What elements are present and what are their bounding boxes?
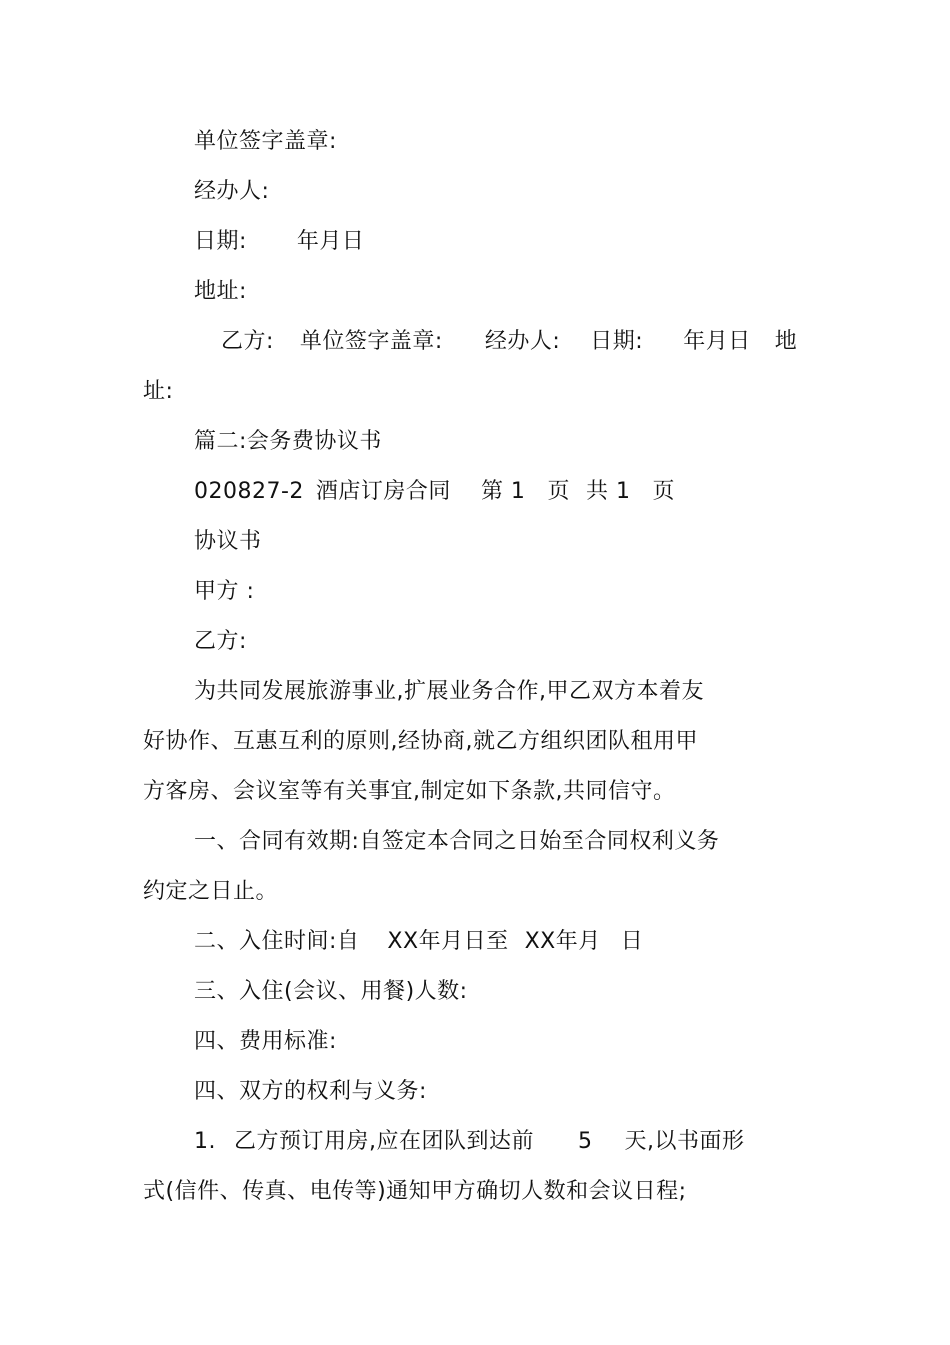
doc-title: 酒店订房合同: [315, 479, 451, 504]
party-b-signature-line: [221, 328, 797, 356]
clause-1-line-2: 约定之日止。: [143, 879, 279, 904]
party-b-date-label: 日期:: [590, 329, 644, 354]
item-1-text-a: 乙方预订用房,应在团队到达前: [234, 1129, 534, 1154]
item-1-line-2: 式(信件、传真、电传等)通知甲方确切人数和会议日程;: [143, 1179, 687, 1204]
date-value: 年月日: [296, 229, 365, 254]
clause-2: [194, 928, 643, 956]
party-b-handler: 经办人:: [484, 329, 561, 354]
address-label: 地址:: [194, 279, 247, 304]
unit-seal-label: 单位签字盖章:: [194, 129, 337, 154]
clause-4: 四、费用标准:: [194, 1029, 337, 1054]
item-1-number: 1.: [194, 1129, 216, 1154]
handler-label: 经办人:: [194, 179, 270, 204]
date-line: [194, 228, 364, 256]
party-b-address-part2: 址:: [143, 379, 174, 404]
page-last: 页: [652, 479, 675, 504]
agreement-title: 协议书: [194, 529, 262, 554]
intro-line-2: 好协作、互惠互利的原则,经协商,就乙方组织团队租用甲: [143, 729, 698, 754]
party-b-label: 乙方:: [221, 329, 274, 354]
section-heading: 篇二:会务费协议书: [194, 429, 382, 454]
page-first: 第 1: [480, 479, 526, 504]
item-1-days: 5: [578, 1129, 593, 1154]
clause-1-line-1: 一、合同有效期:自签定本合同之日始至合同权利义务: [194, 829, 720, 854]
item-1-line-1: [194, 1128, 745, 1156]
page-mid: 页: [547, 479, 570, 504]
intro-line-3: 方客房、会议室等有关事宜,制定如下条款,共同信守。: [143, 779, 676, 804]
party-b-address-part1: 地: [774, 329, 798, 354]
party-b-header-label: 乙方:: [194, 629, 247, 654]
clause-5: 四、双方的权利与义务:: [194, 1079, 427, 1104]
clause-2-from: XX年月日至: [387, 929, 509, 954]
clause-3: 三、入住(会议、用餐)人数:: [194, 979, 468, 1004]
item-1-text-b: 天,以书面形: [624, 1129, 745, 1154]
party-a-label: 甲方 :: [194, 579, 255, 604]
party-b-date-value: 年月日: [683, 329, 751, 354]
doc-code: 020827-2: [194, 479, 304, 504]
date-label: 日期:: [194, 229, 247, 254]
doc-header: [194, 478, 675, 506]
clause-2-prefix: 二、入住时间:自: [194, 929, 360, 954]
page-total: 共 1: [585, 479, 631, 504]
clause-2-day: 日: [620, 929, 644, 954]
intro-line-1: 为共同发展旅游事业,扩展业务合作,甲乙双方本着友: [194, 679, 704, 704]
party-b-unit-seal: 单位签字盖章:: [299, 329, 443, 354]
clause-2-to: XX年月: [524, 929, 601, 954]
